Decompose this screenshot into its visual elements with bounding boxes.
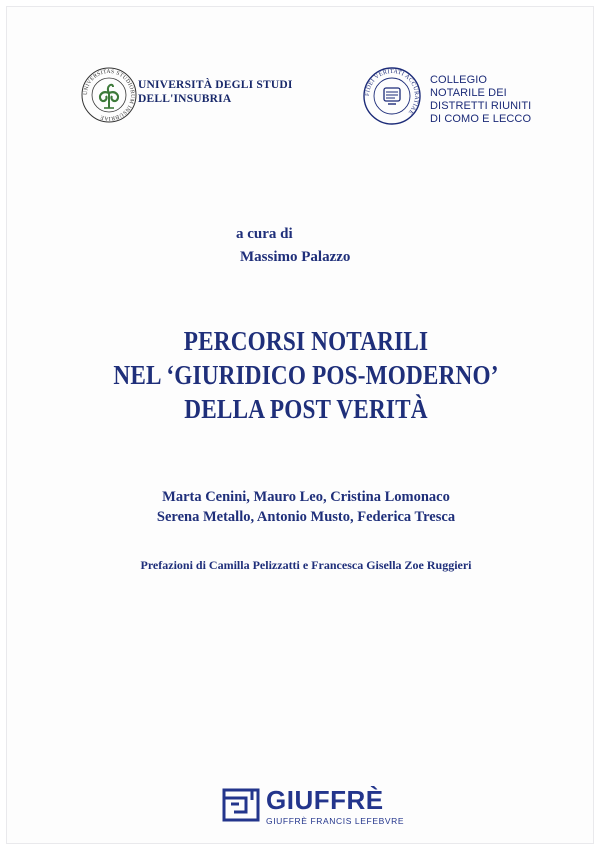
book-title — [48, 324, 564, 426]
editor-name: Massimo Palazzo — [240, 249, 351, 265]
notarial-college-name — [430, 74, 531, 126]
svg-text:UNIVERSITAS STUDIORUM INSUBRIA: UNIVERSITAS STUDIORUM INSUBRIAE — [82, 68, 136, 122]
college-name-line-4: DI COMO E LECCO — [430, 113, 532, 125]
publisher-subtitle: GIUFFRÈ FRANCIS LEFEBVRE — [266, 816, 405, 826]
title-line-1: PERCORSI NOTARILI — [183, 326, 429, 356]
university-tree-seal-icon — [80, 66, 138, 124]
college-name-line-1: COLLEGIO — [430, 74, 488, 86]
title-line-3: DELLA POST VERITÀ — [184, 394, 428, 424]
svg-text:FIDEI VERITATI ACCURATIAE: FIDEI VERITATI ACCURATIAE — [364, 68, 420, 116]
university-name-line-2: DELL'INSUBRIA — [138, 93, 232, 105]
university-name-line-1: UNIVERSITÀ DEGLI STUDI — [138, 79, 293, 91]
giuffre-logo-mark-icon — [222, 788, 260, 822]
authors-line-2: Serena Metallo, Antonio Musto, Federica Tresca — [156, 509, 456, 525]
college-name-line-2: NOTARILE DEI — [430, 87, 507, 99]
notarial-college-logo — [362, 66, 552, 136]
editor-label: a cura di — [236, 226, 293, 242]
university-name — [138, 78, 293, 106]
publisher-logo — [222, 786, 412, 838]
college-name-line-3: DISTRETTI RIUNITI — [430, 100, 532, 112]
university-logo — [80, 66, 293, 130]
prefaces-credit: Prefazioni di Camilla Pelizzatti e Francesca Gisella Zoe Ruggieri — [140, 558, 472, 572]
notarial-seal-icon — [362, 66, 422, 126]
book-cover — [6, 6, 594, 844]
authors-line-1: Marta Cenini, Mauro Leo, Cristina Lomonaco — [162, 489, 450, 505]
publisher-brand: GIUFFRÈ — [266, 785, 384, 815]
title-line-2: NEL ‘GIURIDICO POS-MODERNO’ — [113, 360, 499, 390]
authors-list — [6, 487, 600, 527]
